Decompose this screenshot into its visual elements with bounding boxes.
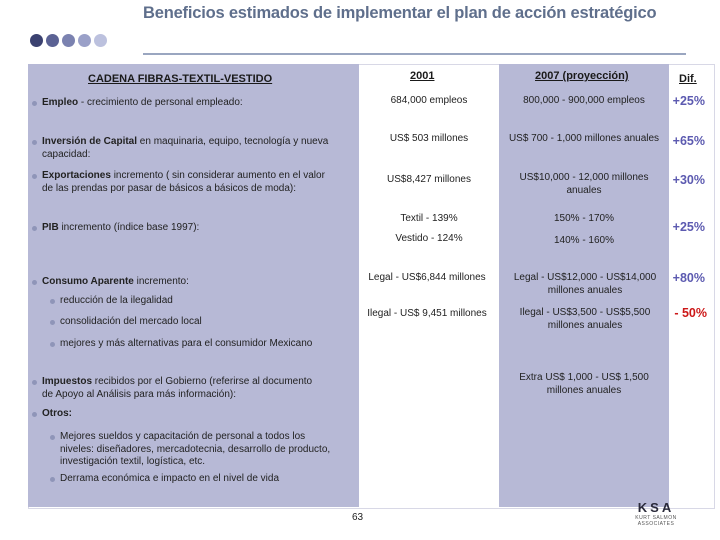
row-pib-2001-textil: Textil - 139% bbox=[400, 213, 458, 224]
row-consumo-rest: incremento: bbox=[133, 276, 189, 287]
row-inversion-2001: US$ 503 millones bbox=[389, 133, 469, 144]
logo-tagline: KURT SALMON ASSOCIATES bbox=[635, 515, 677, 527]
dot-5 bbox=[94, 34, 107, 47]
row-otros-sub-2: Derrama económica e impacto en el nivel de vida bbox=[60, 473, 340, 486]
row-consumo-sub-3: mejores y más alternativas para el consumidor Mexicano bbox=[60, 338, 360, 351]
header-indicator: CADENA FIBRAS-TEXTIL-VESTIDO bbox=[88, 73, 273, 85]
row-pib-2007-textil: 150% - 170% bbox=[553, 213, 615, 224]
row-inversion-dif: +65% bbox=[672, 134, 705, 148]
row-pib-dif: +25% bbox=[672, 220, 705, 234]
row-empleo-rest: - crecimiento de personal empleado: bbox=[78, 97, 243, 108]
row-impuestos-label bbox=[42, 376, 322, 401]
row-exportaciones-2007: US$10,000 - 12,000 millones anuales bbox=[519, 172, 649, 196]
row-consumo-2007-ilegal: Ilegal - US$3,500 - US$5,500 millones anuales bbox=[519, 307, 651, 331]
header-dif: Dif. bbox=[679, 73, 697, 85]
row-consumo-2001-ilegal: Ilegal - US$ 9,451 millones bbox=[367, 308, 487, 319]
row-consumo-sub-1: reducción de la ilegalidad bbox=[60, 295, 330, 308]
slide-title: Beneficios estimados de implementar el plan de acción estratégico bbox=[143, 4, 657, 22]
row-consumo-2001-legal: Legal - US$6,844 millones bbox=[368, 272, 486, 283]
header-2001: 2001 bbox=[410, 70, 435, 82]
row-empleo-label bbox=[42, 97, 342, 110]
row-inversion-rest: en maquinaria, equipo, tecnología y nueva capacidad: bbox=[42, 136, 329, 160]
row-exportaciones-2001: US$8,427 millones bbox=[387, 174, 471, 185]
row-inversion-bold: Inversión de Capital bbox=[42, 136, 138, 147]
row-pib-2007-vestido: 140% - 160% bbox=[553, 235, 615, 246]
ksa-logo bbox=[626, 500, 686, 527]
row-impuestos-bold: Impuestos bbox=[42, 376, 93, 387]
dot-4 bbox=[78, 34, 91, 47]
dot-1 bbox=[30, 34, 43, 47]
row-impuestos-2007: Extra US$ 1,000 - US$ 1,500 millones anuales bbox=[519, 372, 649, 396]
title-rule bbox=[143, 53, 686, 55]
row-pib-rest: incremento (índice base 1997): bbox=[58, 222, 200, 233]
dot-2 bbox=[46, 34, 59, 47]
row-consumo-dif-ilegal: - 50% bbox=[674, 306, 707, 320]
row-consumo-sub-2: consolidación del mercado local bbox=[60, 316, 330, 329]
row-pib-bold: PIB bbox=[42, 222, 59, 233]
row-otros-sub-1: Mejores sueldos y capacitación de personal a todos los niveles: diseñadores, mercadotecnia, desarrollo de producto, investigación textil, logística, etc. bbox=[60, 431, 340, 469]
row-inversion-label bbox=[42, 136, 332, 161]
row-consumo-bold: Consumo Aparente bbox=[42, 276, 134, 287]
row-impuestos-rest: recibidos por el Gobierno (referirse al documento de Apoyo al Análisis para más información): bbox=[42, 376, 313, 400]
row-empleo-bold: Empleo bbox=[42, 97, 79, 108]
row-exportaciones-bold: Exportaciones bbox=[42, 170, 111, 181]
row-exportaciones-rest: incremento ( sin considerar aumento en el valor de las prendas por pasar de básicos a básicos de moda): bbox=[42, 170, 325, 194]
row-empleo-dif: +25% bbox=[672, 94, 705, 108]
row-otros-label: Otros: bbox=[42, 408, 242, 421]
row-consumo-label bbox=[42, 276, 332, 289]
page-number: 63 bbox=[352, 512, 364, 523]
row-empleo-2001: 684,000 empleos bbox=[390, 95, 468, 106]
row-empleo-2007: 800,000 - 900,000 empleos bbox=[523, 95, 645, 106]
row-pib-label bbox=[42, 222, 332, 235]
title-dots bbox=[30, 34, 107, 47]
row-consumo-dif-legal: +80% bbox=[672, 271, 705, 285]
row-exportaciones-dif: +30% bbox=[672, 173, 705, 187]
header-2007: 2007 (proyección) bbox=[535, 70, 629, 82]
dot-3 bbox=[62, 34, 75, 47]
row-exportaciones-label bbox=[42, 170, 334, 195]
row-pib-2001-vestido: Vestido - 124% bbox=[395, 233, 463, 244]
logo-name: KSA bbox=[637, 500, 675, 515]
row-inversion-2007: US$ 700 - 1,000 millones anuales bbox=[508, 133, 660, 144]
row-consumo-2007-legal: Legal - US$12,000 - US$14,000 millones anuales bbox=[513, 272, 657, 296]
